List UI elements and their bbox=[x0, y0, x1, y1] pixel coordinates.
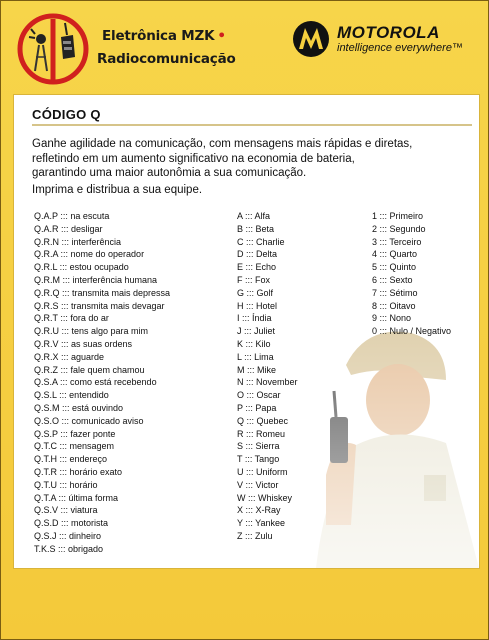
q-code-item: Q.R.S ::: transmita mais devagar bbox=[34, 300, 165, 311]
intro-line: garantindo uma maior autonômia a sua comunicação. bbox=[32, 167, 307, 179]
phonetic-item: M ::: Mike bbox=[237, 364, 277, 375]
phonetic-item: W ::: Whiskey bbox=[237, 492, 293, 503]
q-code-item: Q.S.J ::: dinheiro bbox=[34, 530, 102, 541]
q-code-item: Q.R.L ::: estou ocupado bbox=[34, 262, 129, 273]
q-code-item: Q.T.R ::: horário exato bbox=[34, 466, 123, 477]
phonetic-alphabet-list bbox=[237, 210, 298, 543]
intro-line: Ganhe agilidade na comunicação, com mensagens mais rápidas e diretas, bbox=[32, 138, 413, 150]
phonetic-item: U ::: Uniform bbox=[237, 466, 288, 477]
number-item: 9 ::: Nono bbox=[372, 313, 412, 324]
phonetic-item: C ::: Charlie bbox=[237, 236, 285, 247]
phonetic-item: X ::: X-Ray bbox=[237, 505, 281, 516]
phonetic-item: E ::: Echo bbox=[237, 262, 277, 273]
brand-name: MOTOROLA bbox=[337, 23, 440, 42]
phonetic-item: O ::: Oscar bbox=[237, 390, 281, 401]
phonetic-item: D ::: Delta bbox=[237, 249, 278, 260]
phonetic-item: G ::: Golf bbox=[237, 287, 274, 298]
intro-line: refletindo em um aumento significativo na economia de bateria, bbox=[32, 152, 355, 165]
number-item: 7 ::: Sétimo bbox=[372, 287, 418, 298]
number-item: 3 ::: Terceiro bbox=[372, 236, 422, 247]
q-code-item: Q.R.X ::: aguarde bbox=[34, 351, 105, 362]
q-code-item: Q.A.P ::: na escuta bbox=[34, 211, 110, 221]
phonetic-item: V ::: Victor bbox=[237, 479, 279, 490]
phonetic-item: K ::: Kilo bbox=[237, 338, 271, 349]
intro-text bbox=[32, 137, 472, 197]
q-code-item: Q.T.A ::: última forma bbox=[34, 492, 119, 503]
phonetic-item: N ::: November bbox=[237, 377, 298, 388]
number-item: 6 ::: Sexto bbox=[372, 274, 413, 285]
phonetic-item: Z ::: Zulu bbox=[237, 530, 273, 541]
q-code-item: Q.A.R ::: desligar bbox=[34, 223, 103, 234]
phonetic-item: Q ::: Quebec bbox=[237, 415, 289, 426]
phonetic-item: Y ::: Yankee bbox=[237, 518, 286, 529]
q-code-item: Q.R.Z ::: fale quem chamou bbox=[34, 364, 145, 375]
title-divider bbox=[32, 124, 472, 126]
content-panel bbox=[13, 94, 480, 569]
number-item: 5 ::: Quinto bbox=[372, 262, 417, 273]
number-item: 1 ::: Primeiro bbox=[372, 211, 424, 221]
phonetic-item: S ::: Sierra bbox=[237, 441, 280, 452]
q-code-item: Q.S.V ::: viatura bbox=[34, 505, 98, 516]
phonetic-item: R ::: Romeu bbox=[237, 428, 286, 439]
number-item: 2 ::: Segundo bbox=[372, 223, 426, 234]
q-code-item: Q.S.D ::: motorista bbox=[34, 518, 109, 529]
phonetic-item: I ::: Índia bbox=[237, 313, 272, 324]
q-code-item: Q.R.A ::: nome do operador bbox=[34, 249, 145, 260]
company-name bbox=[102, 28, 226, 44]
q-code-item: Q.T.C ::: mensagem bbox=[34, 441, 115, 452]
q-code-list bbox=[34, 210, 170, 556]
q-code-item: Q.S.M ::: está ouvindo bbox=[34, 402, 124, 413]
q-code-item: Q.R.T ::: fora do ar bbox=[34, 313, 109, 324]
phonetic-item: T ::: Tango bbox=[237, 454, 280, 465]
phonetic-item: H ::: Hotel bbox=[237, 300, 278, 311]
company-subtitle: Radiocomunicação bbox=[97, 51, 236, 67]
motorola-batwing-icon bbox=[291, 19, 331, 59]
q-code-item: Q.R.U ::: tens algo para mim bbox=[34, 326, 149, 337]
q-code-item: Q.R.Q ::: transmita mais depressa bbox=[34, 287, 171, 298]
q-code-item: Q.R.V ::: as suas ordens bbox=[34, 338, 133, 349]
phonetic-item: B ::: Beta bbox=[237, 223, 275, 234]
q-code-item: Q.R.N ::: interferência bbox=[34, 236, 122, 247]
q-code-item: Q.T.U ::: horário bbox=[34, 479, 98, 490]
phonetic-item: F ::: Fox bbox=[237, 274, 271, 285]
q-code-item: Q.S.L ::: entendido bbox=[34, 390, 109, 401]
q-code-item: Q.S.A ::: como está recebendo bbox=[34, 377, 157, 388]
page-title: CÓDIGO Q bbox=[32, 107, 101, 122]
call-to-action: Imprima e distribua a sua equipe. bbox=[32, 183, 203, 196]
phonetic-item: L ::: Lima bbox=[237, 351, 274, 362]
number-item: 4 ::: Quarto bbox=[372, 249, 418, 260]
phonetic-item: A ::: Alfa bbox=[237, 211, 271, 221]
q-code-item: Q.S.P ::: fazer ponte bbox=[34, 428, 116, 439]
company-dot: • bbox=[217, 28, 226, 44]
q-code-item: Q.S.O ::: comunicado aviso bbox=[34, 415, 144, 426]
header bbox=[1, 1, 489, 93]
q-code-item: Q.R.M ::: interferência humana bbox=[34, 274, 158, 285]
security-guard-with-radio-image bbox=[296, 325, 479, 568]
phonetic-item: J ::: Juliet bbox=[237, 326, 276, 337]
q-code-item: Q.T.H ::: endereço bbox=[34, 454, 108, 465]
company-name-text: Eletrônica MZK bbox=[102, 28, 215, 44]
number-item: 8 ::: Oitavo bbox=[372, 300, 416, 311]
q-code-item: T.K.S ::: obrigado bbox=[34, 543, 104, 554]
number-item: 0 ::: Nulo / Negativo bbox=[372, 326, 452, 337]
brand-tagline: intelligence everywhere™ bbox=[337, 42, 463, 54]
numbers-list bbox=[372, 210, 451, 338]
phonetic-item: P ::: Papa bbox=[237, 402, 277, 413]
radio-tower-person-icon bbox=[15, 11, 91, 87]
